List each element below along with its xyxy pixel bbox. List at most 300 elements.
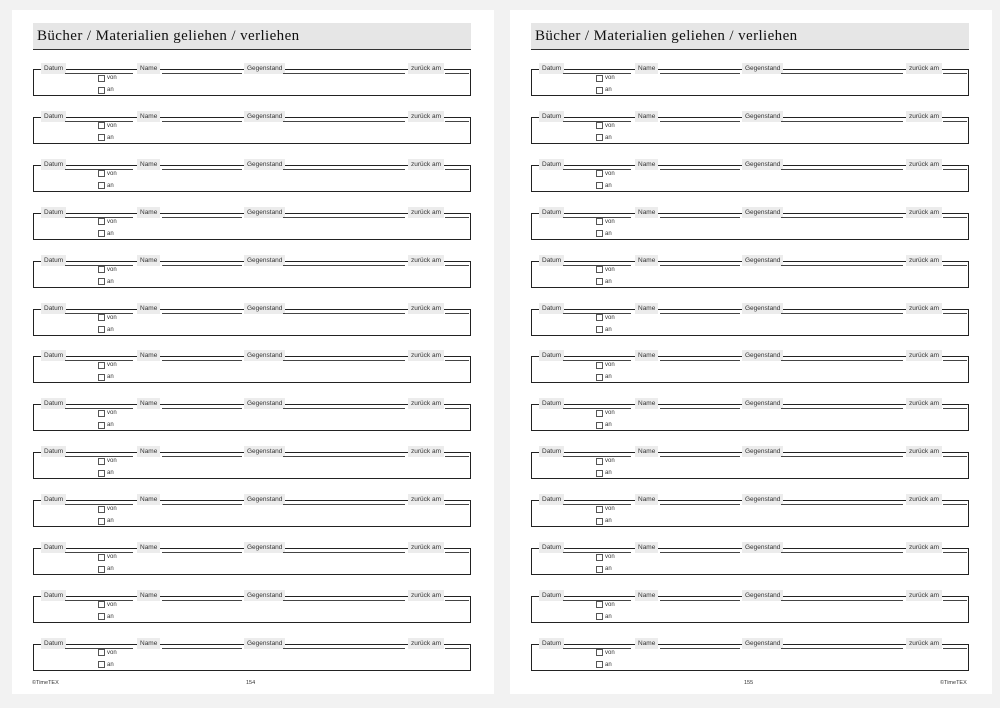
- page-number: 155: [744, 680, 754, 686]
- von-option: [98, 266, 117, 274]
- gegenstand-label: Gegenstand: [244, 446, 285, 457]
- von-option: [98, 74, 117, 82]
- von-checkbox[interactable]: [596, 170, 603, 177]
- zurueck-label: zurück am: [906, 350, 942, 361]
- an-checkbox[interactable]: [596, 518, 603, 525]
- an-label: an: [605, 134, 612, 141]
- an-option: [596, 613, 612, 621]
- von-checkbox[interactable]: [596, 218, 603, 225]
- gegenstand-label: Gegenstand: [244, 159, 285, 170]
- an-checkbox[interactable]: [596, 134, 603, 141]
- gegenstand-label: Gegenstand: [742, 590, 783, 601]
- datum-label: Datum: [41, 303, 66, 314]
- name-line: [660, 456, 740, 457]
- von-option: [98, 553, 117, 561]
- an-option: [596, 86, 612, 94]
- an-option: [596, 134, 612, 142]
- gegenstand-label: Gegenstand: [742, 159, 783, 170]
- an-label: an: [605, 518, 612, 525]
- gegenstand-line: [283, 600, 405, 601]
- von-option: [596, 505, 615, 513]
- gegenstand-line: [781, 408, 903, 409]
- left-page: [12, 10, 494, 694]
- gegenstand-line: [283, 552, 405, 553]
- von-checkbox[interactable]: [596, 410, 603, 417]
- von-checkbox[interactable]: [98, 410, 105, 417]
- an-option: [596, 421, 612, 429]
- zurueck-label: zurück am: [906, 638, 942, 649]
- zurueck-label: zurück am: [906, 590, 942, 601]
- an-label: an: [605, 182, 612, 189]
- name-line: [162, 600, 242, 601]
- von-checkbox[interactable]: [596, 75, 603, 82]
- zurueck-label: zurück am: [408, 255, 444, 266]
- an-option: [98, 326, 114, 334]
- an-checkbox[interactable]: [98, 326, 105, 333]
- von-option: [98, 601, 117, 609]
- an-checkbox[interactable]: [596, 566, 603, 573]
- datum-label: Datum: [539, 542, 564, 553]
- an-checkbox[interactable]: [596, 661, 603, 668]
- gegenstand-line: [781, 169, 903, 170]
- an-label: an: [107, 134, 114, 141]
- an-checkbox[interactable]: [596, 470, 603, 477]
- zurueck-line: [943, 217, 967, 218]
- von-option: [98, 314, 117, 322]
- name-label: Name: [635, 303, 658, 314]
- zurueck-label: zurück am: [408, 446, 444, 457]
- von-checkbox[interactable]: [596, 506, 603, 513]
- an-label: an: [107, 470, 114, 477]
- von-label: von: [107, 506, 117, 513]
- datum-label: Datum: [41, 542, 66, 553]
- datum-label: Datum: [539, 255, 564, 266]
- an-option: [596, 565, 612, 573]
- von-label: von: [605, 122, 615, 129]
- von-checkbox[interactable]: [98, 554, 105, 561]
- datum-label: Datum: [539, 111, 564, 122]
- an-option: [596, 373, 612, 381]
- an-label: an: [107, 326, 114, 333]
- name-line: [660, 217, 740, 218]
- loan-entry: [33, 63, 471, 111]
- an-label: an: [605, 278, 612, 285]
- name-line: [162, 169, 242, 170]
- datum-label: Datum: [539, 590, 564, 601]
- gegenstand-line: [283, 313, 405, 314]
- loan-entry: [33, 494, 471, 542]
- name-line: [660, 313, 740, 314]
- zurueck-label: zurück am: [408, 494, 444, 505]
- von-label: von: [107, 266, 117, 273]
- an-label: an: [107, 613, 114, 620]
- gegenstand-line: [781, 360, 903, 361]
- von-checkbox[interactable]: [596, 554, 603, 561]
- name-line: [660, 169, 740, 170]
- an-option: [98, 517, 114, 525]
- zurueck-label: zurück am: [906, 542, 942, 553]
- name-line: [162, 217, 242, 218]
- name-label: Name: [137, 638, 160, 649]
- zurueck-line: [943, 600, 967, 601]
- von-checkbox[interactable]: [98, 266, 105, 273]
- zurueck-label: zurück am: [408, 111, 444, 122]
- an-label: an: [605, 422, 612, 429]
- an-label: an: [605, 470, 612, 477]
- von-checkbox[interactable]: [98, 75, 105, 82]
- datum-label: Datum: [539, 398, 564, 409]
- von-label: von: [605, 458, 615, 465]
- gegenstand-label: Gegenstand: [244, 303, 285, 314]
- gegenstand-label: Gegenstand: [742, 350, 783, 361]
- loan-entry: [33, 350, 471, 398]
- von-checkbox[interactable]: [98, 218, 105, 225]
- an-label: an: [107, 278, 114, 285]
- zurueck-line: [445, 217, 469, 218]
- zurueck-line: [445, 313, 469, 314]
- von-option: [596, 553, 615, 561]
- an-checkbox[interactable]: [596, 87, 603, 94]
- gegenstand-line: [283, 504, 405, 505]
- gegenstand-line: [283, 217, 405, 218]
- datum-label: Datum: [41, 350, 66, 361]
- von-checkbox[interactable]: [596, 601, 603, 608]
- loan-entry: [531, 398, 969, 446]
- von-label: von: [107, 458, 117, 465]
- gegenstand-line: [781, 600, 903, 601]
- name-label: Name: [137, 494, 160, 505]
- an-checkbox[interactable]: [98, 470, 105, 477]
- datum-label: Datum: [41, 398, 66, 409]
- name-line: [162, 408, 242, 409]
- gegenstand-label: Gegenstand: [742, 542, 783, 553]
- gegenstand-line: [283, 169, 405, 170]
- an-option: [596, 182, 612, 190]
- an-option: [98, 86, 114, 94]
- zurueck-line: [943, 360, 967, 361]
- von-checkbox[interactable]: [98, 649, 105, 656]
- von-label: von: [605, 554, 615, 560]
- an-checkbox[interactable]: [98, 134, 105, 141]
- name-label: Name: [635, 446, 658, 457]
- von-checkbox[interactable]: [98, 458, 105, 465]
- an-label: an: [605, 87, 612, 93]
- von-checkbox[interactable]: [596, 266, 603, 273]
- gegenstand-label: Gegenstand: [742, 63, 783, 74]
- datum-label: Datum: [539, 638, 564, 649]
- an-checkbox[interactable]: [98, 661, 105, 668]
- an-checkbox[interactable]: [596, 613, 603, 620]
- von-label: von: [605, 506, 615, 513]
- name-line: [660, 504, 740, 505]
- zurueck-label: zurück am: [408, 398, 444, 409]
- von-label: von: [107, 218, 117, 225]
- an-checkbox[interactable]: [98, 374, 105, 381]
- von-option: [596, 409, 615, 417]
- gegenstand-line: [781, 265, 903, 266]
- loan-entry: [531, 590, 969, 638]
- an-label: an: [107, 87, 114, 93]
- zurueck-label: zurück am: [906, 63, 942, 74]
- zurueck-label: zurück am: [906, 255, 942, 266]
- loan-entry: [531, 542, 969, 590]
- gegenstand-label: Gegenstand: [742, 207, 783, 218]
- loan-entry: [531, 159, 969, 207]
- an-option: [596, 326, 612, 334]
- loan-entry: [33, 542, 471, 590]
- datum-label: Datum: [41, 446, 66, 457]
- von-checkbox[interactable]: [596, 362, 603, 369]
- page-title: Bücher / Materialien geliehen / verliehen: [535, 28, 798, 44]
- copyright: ©TimeTEX: [940, 680, 967, 686]
- gegenstand-line: [781, 456, 903, 457]
- von-label: von: [605, 218, 615, 225]
- an-option: [98, 565, 114, 573]
- zurueck-line: [943, 648, 967, 649]
- von-checkbox[interactable]: [596, 122, 603, 129]
- von-label: von: [107, 170, 117, 177]
- von-checkbox[interactable]: [98, 314, 105, 321]
- zurueck-line: [445, 648, 469, 649]
- name-label: Name: [137, 207, 160, 218]
- datum-label: Datum: [539, 159, 564, 170]
- name-label: Name: [137, 542, 160, 553]
- name-line: [660, 73, 740, 74]
- gegenstand-label: Gegenstand: [742, 255, 783, 266]
- gegenstand-line: [283, 265, 405, 266]
- page-header: [33, 23, 471, 50]
- von-checkbox[interactable]: [98, 362, 105, 369]
- name-line: [162, 265, 242, 266]
- von-option: [596, 170, 615, 178]
- von-label: von: [605, 170, 615, 177]
- name-label: Name: [137, 350, 160, 361]
- zurueck-label: zurück am: [906, 303, 942, 314]
- gegenstand-label: Gegenstand: [244, 207, 285, 218]
- zurueck-line: [445, 600, 469, 601]
- an-label: an: [605, 566, 612, 572]
- an-checkbox[interactable]: [98, 230, 105, 237]
- datum-label: Datum: [539, 303, 564, 314]
- von-option: [596, 74, 615, 82]
- an-checkbox[interactable]: [98, 278, 105, 285]
- name-label: Name: [635, 590, 658, 601]
- von-option: [596, 601, 615, 609]
- loan-entry: [531, 303, 969, 351]
- zurueck-line: [943, 456, 967, 457]
- zurueck-label: zurück am: [906, 159, 942, 170]
- an-checkbox[interactable]: [98, 518, 105, 525]
- von-option: [98, 649, 117, 657]
- loan-entry: [531, 63, 969, 111]
- gegenstand-line: [283, 73, 405, 74]
- loan-entry: [531, 446, 969, 494]
- name-label: Name: [635, 494, 658, 505]
- name-label: Name: [137, 398, 160, 409]
- name-line: [162, 360, 242, 361]
- datum-label: Datum: [539, 207, 564, 218]
- von-label: von: [605, 649, 615, 656]
- an-label: an: [107, 230, 114, 237]
- an-label: an: [107, 661, 114, 668]
- gegenstand-label: Gegenstand: [742, 638, 783, 649]
- zurueck-label: zurück am: [906, 207, 942, 218]
- datum-label: Datum: [539, 494, 564, 505]
- von-option: [596, 361, 615, 369]
- gegenstand-line: [781, 73, 903, 74]
- name-line: [660, 600, 740, 601]
- von-checkbox[interactable]: [98, 601, 105, 608]
- von-checkbox[interactable]: [596, 458, 603, 465]
- an-checkbox[interactable]: [98, 566, 105, 573]
- von-option: [596, 122, 615, 130]
- gegenstand-label: Gegenstand: [742, 398, 783, 409]
- datum-label: Datum: [41, 638, 66, 649]
- von-label: von: [107, 649, 117, 656]
- zurueck-label: zurück am: [906, 111, 942, 122]
- von-label: von: [107, 410, 117, 417]
- zurueck-line: [445, 265, 469, 266]
- zurueck-line: [943, 408, 967, 409]
- an-checkbox[interactable]: [98, 87, 105, 94]
- gegenstand-line: [283, 648, 405, 649]
- page-title: Bücher / Materialien geliehen / verliehen: [37, 28, 300, 44]
- gegenstand-label: Gegenstand: [742, 111, 783, 122]
- copyright: ©TimeTEX: [32, 680, 59, 686]
- gegenstand-label: Gegenstand: [742, 446, 783, 457]
- loan-entry: [33, 590, 471, 638]
- zurueck-label: zurück am: [408, 207, 444, 218]
- name-line: [162, 313, 242, 314]
- name-line: [660, 121, 740, 122]
- datum-label: Datum: [41, 255, 66, 266]
- von-checkbox[interactable]: [596, 314, 603, 321]
- name-label: Name: [137, 159, 160, 170]
- name-line: [660, 265, 740, 266]
- zurueck-label: zurück am: [408, 159, 444, 170]
- gegenstand-line: [283, 121, 405, 122]
- name-label: Name: [635, 350, 658, 361]
- an-label: an: [605, 613, 612, 620]
- page-number: 154: [246, 680, 256, 686]
- zurueck-line: [943, 313, 967, 314]
- loan-entry: [33, 638, 471, 686]
- an-option: [98, 421, 114, 429]
- name-label: Name: [635, 638, 658, 649]
- an-checkbox[interactable]: [98, 613, 105, 620]
- gegenstand-label: Gegenstand: [244, 590, 285, 601]
- datum-label: Datum: [539, 350, 564, 361]
- von-checkbox[interactable]: [98, 122, 105, 129]
- an-checkbox[interactable]: [98, 182, 105, 189]
- von-option: [596, 218, 615, 226]
- loan-entry: [33, 111, 471, 159]
- name-label: Name: [635, 63, 658, 74]
- zurueck-line: [445, 73, 469, 74]
- an-label: an: [605, 661, 612, 668]
- von-label: von: [107, 601, 117, 608]
- an-option: [98, 134, 114, 142]
- name-label: Name: [635, 159, 658, 170]
- zurueck-label: zurück am: [906, 494, 942, 505]
- loan-entry: [33, 303, 471, 351]
- an-checkbox[interactable]: [596, 182, 603, 189]
- von-label: von: [107, 554, 117, 560]
- loan-entry: [531, 111, 969, 159]
- gegenstand-label: Gegenstand: [244, 255, 285, 266]
- name-label: Name: [635, 398, 658, 409]
- von-option: [98, 409, 117, 417]
- von-checkbox[interactable]: [98, 170, 105, 177]
- name-line: [660, 552, 740, 553]
- zurueck-line: [445, 408, 469, 409]
- loan-entry: [33, 446, 471, 494]
- name-label: Name: [137, 255, 160, 266]
- an-label: an: [107, 566, 114, 572]
- name-line: [162, 552, 242, 553]
- loan-entry: [531, 494, 969, 542]
- zurueck-line: [445, 121, 469, 122]
- an-checkbox[interactable]: [596, 374, 603, 381]
- von-option: [596, 457, 615, 465]
- zurueck-label: zurück am: [408, 350, 444, 361]
- gegenstand-label: Gegenstand: [244, 111, 285, 122]
- gegenstand-line: [781, 504, 903, 505]
- von-checkbox[interactable]: [98, 506, 105, 513]
- von-option: [596, 266, 615, 274]
- zurueck-line: [445, 504, 469, 505]
- an-option: [98, 373, 114, 381]
- name-line: [162, 73, 242, 74]
- name-label: Name: [137, 446, 160, 457]
- name-line: [660, 408, 740, 409]
- zurueck-line: [445, 552, 469, 553]
- zurueck-line: [943, 169, 967, 170]
- an-checkbox[interactable]: [596, 422, 603, 429]
- datum-label: Datum: [41, 159, 66, 170]
- zurueck-label: zurück am: [408, 542, 444, 553]
- von-label: von: [107, 362, 117, 369]
- von-label: von: [605, 75, 615, 81]
- an-checkbox[interactable]: [98, 422, 105, 429]
- an-checkbox[interactable]: [596, 326, 603, 333]
- gegenstand-line: [781, 648, 903, 649]
- an-option: [98, 230, 114, 238]
- zurueck-label: zurück am: [408, 638, 444, 649]
- loan-entry: [33, 255, 471, 303]
- gegenstand-label: Gegenstand: [244, 638, 285, 649]
- von-option: [98, 218, 117, 226]
- von-label: von: [107, 122, 117, 129]
- datum-label: Datum: [539, 446, 564, 457]
- von-option: [596, 314, 615, 322]
- zurueck-label: zurück am: [906, 398, 942, 409]
- zurueck-line: [943, 265, 967, 266]
- loan-entry: [531, 255, 969, 303]
- zurueck-label: zurück am: [408, 590, 444, 601]
- an-checkbox[interactable]: [596, 278, 603, 285]
- zurueck-line: [445, 360, 469, 361]
- zurueck-label: zurück am: [408, 303, 444, 314]
- an-option: [596, 661, 612, 669]
- von-checkbox[interactable]: [596, 649, 603, 656]
- an-label: an: [107, 518, 114, 525]
- gegenstand-label: Gegenstand: [244, 350, 285, 361]
- an-checkbox[interactable]: [596, 230, 603, 237]
- gegenstand-label: Gegenstand: [244, 494, 285, 505]
- an-option: [98, 278, 114, 286]
- name-label: Name: [635, 207, 658, 218]
